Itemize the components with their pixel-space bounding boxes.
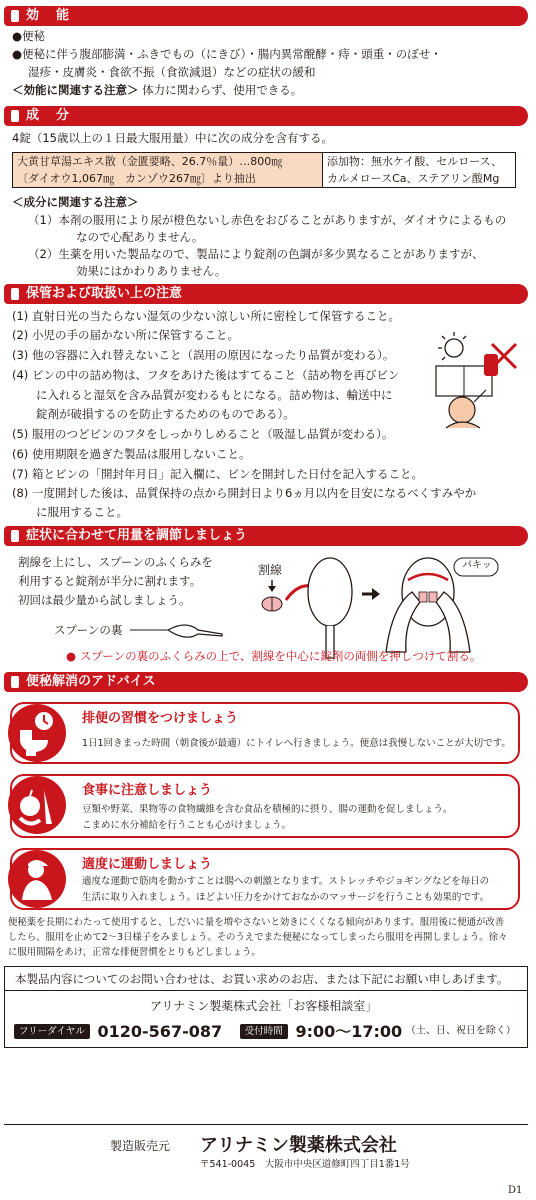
snap-sound-label: パキッ	[462, 560, 492, 571]
advice-title: 排便の習慣をつけましょう	[82, 711, 239, 726]
efficacy-caution-label: ＜効能に関連する注意＞	[12, 83, 139, 97]
advice-title: 食事に注意しましょう	[82, 783, 213, 798]
ingredients-note: （2）生薬を用いた製品なので、製品により錠剤の色調が多少異なることがありますが、	[28, 247, 484, 261]
storage-item: (2) 小児の手の届かない所に保管すること。	[12, 328, 239, 342]
advice-text: 1日1回きまった時間（朝食後が最適）にトイレへ行きましょう。便意は我慢しないことが大切です。	[82, 738, 511, 749]
toilet-clock-icon	[8, 704, 66, 762]
advice-note: 便秘薬を長期にわたって使用すると、しだいに量を増やさないと効きにくくなる傾向があります。服用後に便通が改善	[8, 917, 505, 928]
contact-intro: 本製品内容についてのお問い合わせは、お買い求めのお店、または下記にお願い申しあげます。	[5, 967, 527, 991]
fruit-vegetable-icon	[8, 776, 66, 834]
dosage-text: 割線を上にし、スプーンのふくらみを	[18, 555, 213, 569]
efficacy-item: 湿疹・皮膚炎・食欲不振（食欲減退）などの症状の緩和	[28, 65, 316, 79]
ingredients-note: （1）本剤の服用により尿が橙色ないし赤色をおびることがありますが、ダイオウによるもの	[28, 213, 507, 227]
ingredients-additive-line: カルメロースCa、ステアリン酸Mg	[327, 172, 500, 185]
maker-label: 製造販売元	[110, 1139, 171, 1153]
score-line-label: 割線	[258, 563, 283, 577]
advice-text: 適度な運動で筋肉を動かすことは腸への刺激となります。ストレッチやジョギングなどを毎日の	[82, 876, 490, 887]
ingredients-active	[13, 153, 323, 187]
ingredients-additive-line: 添加物：無水ケイ酸、セルロース、	[327, 155, 503, 168]
storage-item: (1) 直射日光の当たらない湿気の少ない涼しい所に密栓して保管すること。	[12, 309, 400, 323]
storage-item: (3) 他の容器に入れ替えないこと（誤用の原因になったり品質が変わる）。	[12, 348, 395, 362]
maker-name: アリナミン製薬株式会社	[200, 1135, 397, 1156]
spoon-icon	[308, 558, 352, 658]
storage-item: (6) 使用期限を過ぎた製品は服用しないこと。	[12, 447, 251, 461]
efficacy-item: ●便秘	[12, 29, 46, 43]
advice-text: 豆類や野菜、果物等の食物繊維を含む食品を積極的に摂り、腸の運動を促しましょう。	[82, 804, 453, 815]
tablet-icon	[262, 597, 282, 611]
advice-note: に服用間隔をあけ、正常な排便習慣をとりもどしましょう。	[8, 947, 261, 958]
contact-phone: 0120-567-087	[97, 1022, 223, 1041]
footer-divider	[4, 1124, 528, 1125]
ingredients-table	[12, 152, 516, 188]
freedial-badge: フリーダイヤル	[14, 1024, 90, 1040]
sun-icon	[438, 332, 466, 360]
contact-hours: 9:00〜17:00	[295, 1022, 403, 1041]
storage-header: 保管および取扱い上の注意	[4, 284, 528, 304]
ingredients-active-line: 〔ダイオウ1,067㎎ カンゾウ267㎎〕より抽出	[17, 172, 256, 185]
ingredients-active-line: 大黄甘草湯エキス散（金匱要略、26.7％量）…800㎎	[17, 155, 283, 168]
storage-item: (7) 箱とビンの「開封年月日」記入欄に、ビンを開封した日付を記入すること。	[12, 467, 423, 481]
exercise-person-icon	[8, 850, 66, 908]
storage-item: (5) 服用のつどビンのフタをしっかりしめること（吸湿し品質が変わる）。	[12, 427, 394, 441]
ingredients-intro: 4錠（15歳以上の１日最大服用量）中に次の成分を含有する。	[12, 131, 333, 145]
advice-text: こまめに水分補給を行うことも心がけましょう。	[82, 820, 292, 831]
dosage-header: 症状に合わせて用量を調節しましょう	[4, 526, 528, 546]
ingredients-note: 効果にはかわりありません。	[76, 264, 227, 278]
page-code: D1	[508, 1185, 523, 1196]
dosage-text: 利用すると錠剤が半分に割れます。	[18, 574, 202, 588]
ingredients-additives	[323, 153, 515, 187]
spoon-icon	[168, 625, 222, 637]
storage-item: に服用すること。	[36, 505, 128, 519]
advice-note: したら、服用を止めて2〜3日様子をみましょう。そのうえでまた便秘になってしまったら服用を再開しましょう。徐々	[8, 932, 508, 943]
storage-item: (8) 一度開封した後は、品質保持の点から開封日より6ヵ月以内を目安になるべくすみやか	[12, 486, 477, 500]
efficacy-caution	[12, 82, 302, 99]
spoon-back-label: スプーンの裏	[54, 623, 123, 637]
hours-badge: 受付時間	[240, 1024, 288, 1040]
maker-address: 〒541-0045 大阪市中央区道修町四丁目1番1号	[200, 1159, 410, 1170]
storage-item: に入れると湿気を含み品質が変わるもとになる。詰め物は、輸送中に	[36, 388, 393, 402]
ingredients-note: なので心配ありません。	[76, 230, 204, 244]
storage-item: (4) ビンの中の詰め物は、フタをあけた後はすてること（詰め物を再びビン	[12, 368, 400, 382]
efficacy-caution-text: 体力に関わらず、使用できる。	[142, 83, 303, 97]
advice-text: 生活に取り入れましょう。ほどよい圧力をかけておなかのマッサージを行うことも効果的です。	[82, 892, 490, 903]
ingredients-caution-label: ＜成分に関連する注意＞	[12, 195, 139, 209]
dosage-caption: ● スプーンの裏のふくらみの上で、割線を中心に錠剤の両側を押しつけて割る。	[66, 649, 482, 663]
contact-company: アリナミン製薬株式会社「お客様相談室」	[150, 999, 378, 1013]
ingredients-header: 成 分	[4, 106, 528, 126]
efficacy-header: 効 能	[4, 6, 528, 26]
storage-item: 錠剤が破損するのを防止するためのものである）。	[36, 407, 295, 421]
dosage-text: 初回は最少量から試しましょう。	[18, 593, 191, 607]
advice-title: 適度に運動しましょう	[82, 857, 213, 872]
contact-phone-row	[14, 1020, 516, 1043]
efficacy-item: ●便秘に伴う腹部膨満・ふきでもの（にきび）・腸内異常醗酵・痔・頭重・のぼせ・	[12, 47, 442, 61]
storage-illustration	[432, 330, 524, 430]
advice-header: 便秘解消のアドバイス	[4, 672, 528, 692]
spoon-back-illustration	[128, 620, 224, 644]
contact-closed-days: （土、日、祝日を除く）	[405, 1025, 516, 1037]
